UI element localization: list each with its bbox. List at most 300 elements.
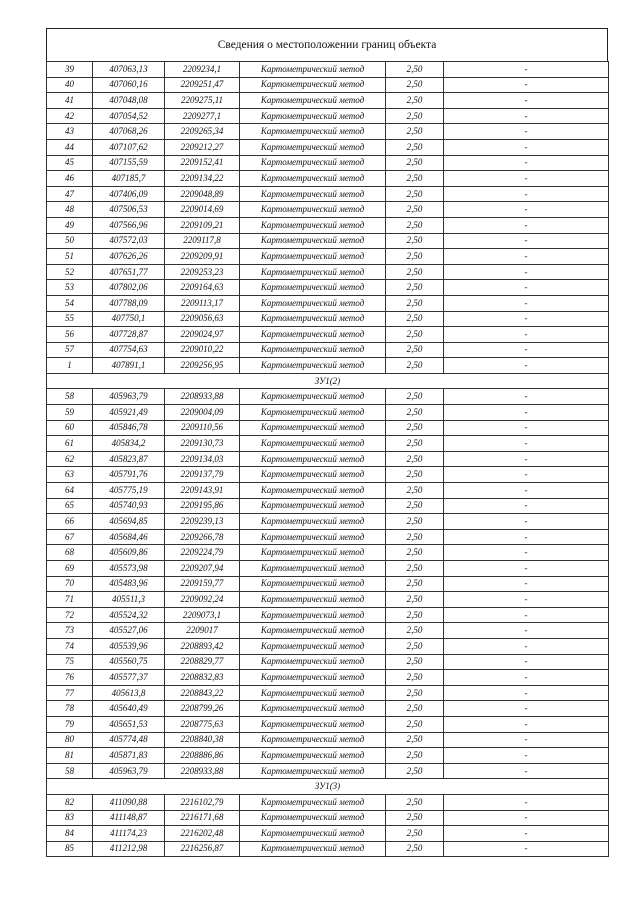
table-row <box>47 701 609 717</box>
accuracy-cell: 2,50 <box>386 233 444 249</box>
accuracy-cell: 2,50 <box>386 93 444 109</box>
method-cell: Картометрический метод <box>240 233 386 249</box>
table-row <box>47 545 609 561</box>
x-coordinate-cell: 405775,19 <box>93 483 165 499</box>
y-coordinate-cell: 2209275,11 <box>165 93 240 109</box>
accuracy-cell: 2,50 <box>386 514 444 530</box>
x-coordinate-cell: 407788,09 <box>93 295 165 311</box>
y-coordinate-cell: 2209143,91 <box>165 483 240 499</box>
table-row <box>47 139 609 155</box>
y-coordinate-cell: 2208933,88 <box>165 389 240 405</box>
accuracy-cell: 2,50 <box>386 342 444 358</box>
accuracy-cell: 2,50 <box>386 249 444 265</box>
description-cell: - <box>444 420 609 436</box>
description-cell: - <box>444 436 609 452</box>
description-cell: - <box>444 342 609 358</box>
method-cell: Картометрический метод <box>240 498 386 514</box>
y-coordinate-cell: 2209110,56 <box>165 420 240 436</box>
x-coordinate-cell: 405684,46 <box>93 529 165 545</box>
point-number-cell: 51 <box>47 249 93 265</box>
method-cell: Картометрический метод <box>240 311 386 327</box>
point-number-cell: 53 <box>47 280 93 296</box>
accuracy-cell: 2,50 <box>386 264 444 280</box>
accuracy-cell: 2,50 <box>386 295 444 311</box>
method-cell: Картометрический метод <box>240 155 386 171</box>
description-cell: - <box>444 763 609 779</box>
accuracy-cell: 2,50 <box>386 561 444 577</box>
accuracy-cell: 2,50 <box>386 576 444 592</box>
description-cell: - <box>444 311 609 327</box>
y-coordinate-cell: 2208840,38 <box>165 732 240 748</box>
accuracy-cell: 2,50 <box>386 732 444 748</box>
point-number-cell: 49 <box>47 217 93 233</box>
section-row <box>47 779 609 795</box>
y-coordinate-cell: 2209014,69 <box>165 202 240 218</box>
accuracy-cell: 2,50 <box>386 826 444 842</box>
method-cell: Картометрический метод <box>240 654 386 670</box>
description-cell: - <box>444 810 609 826</box>
accuracy-cell: 2,50 <box>386 217 444 233</box>
x-coordinate-cell: 407506,53 <box>93 202 165 218</box>
x-coordinate-cell: 411174,23 <box>93 826 165 842</box>
method-cell: Картометрический метод <box>240 623 386 639</box>
description-cell: - <box>444 280 609 296</box>
accuracy-cell: 2,50 <box>386 467 444 483</box>
y-coordinate-cell: 2209010,22 <box>165 342 240 358</box>
method-cell: Картометрический метод <box>240 483 386 499</box>
method-cell: Картометрический метод <box>240 327 386 343</box>
method-cell: Картометрический метод <box>240 389 386 405</box>
method-cell: Картометрический метод <box>240 794 386 810</box>
method-cell: Картометрический метод <box>240 545 386 561</box>
point-number-cell: 59 <box>47 405 93 421</box>
point-number-cell: 57 <box>47 342 93 358</box>
table-row <box>47 607 609 623</box>
x-coordinate-cell: 411212,98 <box>93 841 165 857</box>
x-coordinate-cell: 407626,26 <box>93 249 165 265</box>
y-coordinate-cell: 2209224,79 <box>165 545 240 561</box>
y-coordinate-cell: 2209256,95 <box>165 358 240 374</box>
point-number-cell: 78 <box>47 701 93 717</box>
y-coordinate-cell: 2209113,17 <box>165 295 240 311</box>
y-coordinate-cell: 2209207,94 <box>165 561 240 577</box>
y-coordinate-cell: 2209212,27 <box>165 139 240 155</box>
y-coordinate-cell: 2209109,21 <box>165 217 240 233</box>
method-cell: Картометрический метод <box>240 342 386 358</box>
x-coordinate-cell: 405740,93 <box>93 498 165 514</box>
accuracy-cell: 2,50 <box>386 498 444 514</box>
point-number-cell: 64 <box>47 483 93 499</box>
method-cell: Картометрический метод <box>240 561 386 577</box>
x-coordinate-cell: 405577,37 <box>93 670 165 686</box>
y-coordinate-cell: 2208893,42 <box>165 638 240 654</box>
point-number-cell: 54 <box>47 295 93 311</box>
accuracy-cell: 2,50 <box>386 701 444 717</box>
table-row <box>47 77 609 93</box>
point-number-cell: 56 <box>47 327 93 343</box>
table-row <box>47 171 609 187</box>
point-number-cell: 71 <box>47 592 93 608</box>
x-coordinate-cell: 405651,53 <box>93 716 165 732</box>
description-cell: - <box>444 171 609 187</box>
point-number-cell: 63 <box>47 467 93 483</box>
x-coordinate-cell: 405483,96 <box>93 576 165 592</box>
table-row <box>47 670 609 686</box>
table-row <box>47 62 609 78</box>
point-number-cell: 41 <box>47 93 93 109</box>
y-coordinate-cell: 2209195,86 <box>165 498 240 514</box>
y-coordinate-cell: 2209266,78 <box>165 529 240 545</box>
table-row <box>47 233 609 249</box>
x-coordinate-cell: 405640,49 <box>93 701 165 717</box>
method-cell: Картометрический метод <box>240 826 386 842</box>
table-row <box>47 280 609 296</box>
x-coordinate-cell: 405694,85 <box>93 514 165 530</box>
accuracy-cell: 2,50 <box>386 420 444 436</box>
accuracy-cell: 2,50 <box>386 841 444 857</box>
y-coordinate-cell: 2208843,22 <box>165 685 240 701</box>
x-coordinate-cell: 411148,87 <box>93 810 165 826</box>
accuracy-cell: 2,50 <box>386 389 444 405</box>
x-coordinate-cell: 407754,63 <box>93 342 165 358</box>
description-cell: - <box>444 389 609 405</box>
accuracy-cell: 2,50 <box>386 685 444 701</box>
description-cell: - <box>444 794 609 810</box>
description-cell: - <box>444 405 609 421</box>
method-cell: Картометрический метод <box>240 186 386 202</box>
y-coordinate-cell: 2216102,79 <box>165 794 240 810</box>
description-cell: - <box>444 545 609 561</box>
x-coordinate-cell: 411090,88 <box>93 794 165 810</box>
method-cell: Картометрический метод <box>240 670 386 686</box>
description-cell: - <box>444 841 609 857</box>
table-row <box>47 826 609 842</box>
description-cell: - <box>444 732 609 748</box>
accuracy-cell: 2,50 <box>386 436 444 452</box>
table-row <box>47 436 609 452</box>
x-coordinate-cell: 405527,06 <box>93 623 165 639</box>
y-coordinate-cell: 2208799,26 <box>165 701 240 717</box>
point-number-cell: 70 <box>47 576 93 592</box>
accuracy-cell: 2,50 <box>386 311 444 327</box>
point-number-cell: 69 <box>47 561 93 577</box>
point-number-cell: 84 <box>47 826 93 842</box>
table-row <box>47 405 609 421</box>
description-cell: - <box>444 77 609 93</box>
point-number-cell: 55 <box>47 311 93 327</box>
description-cell: - <box>444 638 609 654</box>
description-cell: - <box>444 202 609 218</box>
method-cell: Картометрический метод <box>240 171 386 187</box>
table-row <box>47 186 609 202</box>
point-number-cell: 77 <box>47 685 93 701</box>
table-body <box>47 62 609 857</box>
accuracy-cell: 2,50 <box>386 280 444 296</box>
point-number-cell: 65 <box>47 498 93 514</box>
x-coordinate-cell: 407068,26 <box>93 124 165 140</box>
point-number-cell: 62 <box>47 451 93 467</box>
x-coordinate-cell: 405613,8 <box>93 685 165 701</box>
table-row <box>47 561 609 577</box>
method-cell: Картометрический метод <box>240 716 386 732</box>
accuracy-cell: 2,50 <box>386 794 444 810</box>
method-cell: Картометрический метод <box>240 841 386 857</box>
point-number-cell: 47 <box>47 186 93 202</box>
x-coordinate-cell: 407185,7 <box>93 171 165 187</box>
y-coordinate-cell: 2209239,13 <box>165 514 240 530</box>
table-row <box>47 514 609 530</box>
description-cell: - <box>444 654 609 670</box>
table-row <box>47 685 609 701</box>
y-coordinate-cell: 2209134,22 <box>165 171 240 187</box>
method-cell: Картометрический метод <box>240 576 386 592</box>
y-coordinate-cell: 2209130,73 <box>165 436 240 452</box>
point-number-cell: 40 <box>47 77 93 93</box>
y-coordinate-cell: 2209134,03 <box>165 451 240 467</box>
y-coordinate-cell: 2209253,23 <box>165 264 240 280</box>
description-cell: - <box>444 467 609 483</box>
y-coordinate-cell: 2209159,77 <box>165 576 240 592</box>
point-number-cell: 44 <box>47 139 93 155</box>
method-cell: Картометрический метод <box>240 249 386 265</box>
y-coordinate-cell: 2209048,89 <box>165 186 240 202</box>
accuracy-cell: 2,50 <box>386 451 444 467</box>
method-cell: Картометрический метод <box>240 139 386 155</box>
table-row <box>47 249 609 265</box>
point-number-cell: 43 <box>47 124 93 140</box>
point-number-cell: 74 <box>47 638 93 654</box>
method-cell: Картометрический метод <box>240 529 386 545</box>
description-cell: - <box>444 576 609 592</box>
description-cell: - <box>444 529 609 545</box>
y-coordinate-cell: 2208933,88 <box>165 763 240 779</box>
point-number-cell: 66 <box>47 514 93 530</box>
method-cell: Картометрический метод <box>240 638 386 654</box>
table-row <box>47 529 609 545</box>
x-coordinate-cell: 407802,06 <box>93 280 165 296</box>
x-coordinate-cell: 407060,16 <box>93 77 165 93</box>
accuracy-cell: 2,50 <box>386 623 444 639</box>
point-number-cell: 58 <box>47 763 93 779</box>
section-label: ЗУ1(2) <box>47 373 609 389</box>
x-coordinate-cell: 405560,75 <box>93 654 165 670</box>
accuracy-cell: 2,50 <box>386 592 444 608</box>
y-coordinate-cell: 2209004,09 <box>165 405 240 421</box>
description-cell: - <box>444 716 609 732</box>
table-row <box>47 716 609 732</box>
description-cell: - <box>444 124 609 140</box>
table-row <box>47 327 609 343</box>
table-row <box>47 623 609 639</box>
y-coordinate-cell: 2216256,87 <box>165 841 240 857</box>
x-coordinate-cell: 405791,76 <box>93 467 165 483</box>
y-coordinate-cell: 2209152,41 <box>165 155 240 171</box>
y-coordinate-cell: 2208829,77 <box>165 654 240 670</box>
y-coordinate-cell: 2209024,97 <box>165 327 240 343</box>
point-number-cell: 52 <box>47 264 93 280</box>
description-cell: - <box>444 264 609 280</box>
point-number-cell: 82 <box>47 794 93 810</box>
x-coordinate-cell: 407155,59 <box>93 155 165 171</box>
table-row <box>47 93 609 109</box>
y-coordinate-cell: 2209164,63 <box>165 280 240 296</box>
description-cell: - <box>444 483 609 499</box>
x-coordinate-cell: 407651,77 <box>93 264 165 280</box>
accuracy-cell: 2,50 <box>386 483 444 499</box>
x-coordinate-cell: 407566,96 <box>93 217 165 233</box>
table-row <box>47 202 609 218</box>
y-coordinate-cell: 2216171,68 <box>165 810 240 826</box>
description-cell: - <box>444 358 609 374</box>
accuracy-cell: 2,50 <box>386 654 444 670</box>
method-cell: Картометрический метод <box>240 436 386 452</box>
method-cell: Картометрический метод <box>240 295 386 311</box>
accuracy-cell: 2,50 <box>386 108 444 124</box>
description-cell: - <box>444 623 609 639</box>
description-cell: - <box>444 233 609 249</box>
method-cell: Картометрический метод <box>240 405 386 421</box>
point-number-cell: 42 <box>47 108 93 124</box>
accuracy-cell: 2,50 <box>386 716 444 732</box>
section-row <box>47 373 609 389</box>
accuracy-cell: 2,50 <box>386 124 444 140</box>
table-row <box>47 358 609 374</box>
description-cell: - <box>444 561 609 577</box>
point-number-cell: 46 <box>47 171 93 187</box>
table-row <box>47 295 609 311</box>
method-cell: Картометрический метод <box>240 607 386 623</box>
x-coordinate-cell: 405609,86 <box>93 545 165 561</box>
description-cell: - <box>444 701 609 717</box>
point-number-cell: 76 <box>47 670 93 686</box>
point-number-cell: 45 <box>47 155 93 171</box>
method-cell: Картометрический метод <box>240 420 386 436</box>
table-row <box>47 451 609 467</box>
accuracy-cell: 2,50 <box>386 545 444 561</box>
method-cell: Картометрический метод <box>240 810 386 826</box>
accuracy-cell: 2,50 <box>386 77 444 93</box>
method-cell: Картометрический метод <box>240 93 386 109</box>
method-cell: Картометрический метод <box>240 77 386 93</box>
x-coordinate-cell: 407891,1 <box>93 358 165 374</box>
x-coordinate-cell: 407572,03 <box>93 233 165 249</box>
accuracy-cell: 2,50 <box>386 748 444 764</box>
table-row <box>47 389 609 405</box>
method-cell: Картометрический метод <box>240 451 386 467</box>
method-cell: Картометрический метод <box>240 108 386 124</box>
method-cell: Картометрический метод <box>240 358 386 374</box>
method-cell: Картометрический метод <box>240 748 386 764</box>
description-cell: - <box>444 592 609 608</box>
accuracy-cell: 2,50 <box>386 529 444 545</box>
point-number-cell: 60 <box>47 420 93 436</box>
table-row <box>47 342 609 358</box>
accuracy-cell: 2,50 <box>386 155 444 171</box>
table-row <box>47 592 609 608</box>
method-cell: Картометрический метод <box>240 62 386 78</box>
description-cell: - <box>444 249 609 265</box>
x-coordinate-cell: 407107,62 <box>93 139 165 155</box>
y-coordinate-cell: 2209092,24 <box>165 592 240 608</box>
point-number-cell: 50 <box>47 233 93 249</box>
y-coordinate-cell: 2209117,8 <box>165 233 240 249</box>
table-row <box>47 794 609 810</box>
table-row <box>47 732 609 748</box>
point-number-cell: 75 <box>47 654 93 670</box>
accuracy-cell: 2,50 <box>386 638 444 654</box>
boundary-table <box>46 61 609 857</box>
point-number-cell: 61 <box>47 436 93 452</box>
x-coordinate-cell: 405834,2 <box>93 436 165 452</box>
y-coordinate-cell: 2208775,63 <box>165 716 240 732</box>
point-number-cell: 73 <box>47 623 93 639</box>
point-number-cell: 80 <box>47 732 93 748</box>
description-cell: - <box>444 670 609 686</box>
point-number-cell: 1 <box>47 358 93 374</box>
x-coordinate-cell: 405774,48 <box>93 732 165 748</box>
method-cell: Картометрический метод <box>240 592 386 608</box>
point-number-cell: 67 <box>47 529 93 545</box>
y-coordinate-cell: 2209137,79 <box>165 467 240 483</box>
description-cell: - <box>444 748 609 764</box>
table-row <box>47 576 609 592</box>
x-coordinate-cell: 405511,3 <box>93 592 165 608</box>
description-cell: - <box>444 186 609 202</box>
point-number-cell: 72 <box>47 607 93 623</box>
y-coordinate-cell: 2209251,47 <box>165 77 240 93</box>
method-cell: Картометрический метод <box>240 514 386 530</box>
table-row <box>47 841 609 857</box>
table-row <box>47 311 609 327</box>
method-cell: Картометрический метод <box>240 732 386 748</box>
method-cell: Картометрический метод <box>240 217 386 233</box>
x-coordinate-cell: 405524,32 <box>93 607 165 623</box>
description-cell: - <box>444 685 609 701</box>
description-cell: - <box>444 155 609 171</box>
method-cell: Картометрический метод <box>240 264 386 280</box>
x-coordinate-cell: 405963,79 <box>93 763 165 779</box>
table-row <box>47 483 609 499</box>
x-coordinate-cell: 405573,98 <box>93 561 165 577</box>
accuracy-cell: 2,50 <box>386 405 444 421</box>
method-cell: Картометрический метод <box>240 202 386 218</box>
x-coordinate-cell: 407406,09 <box>93 186 165 202</box>
accuracy-cell: 2,50 <box>386 358 444 374</box>
x-coordinate-cell: 405921,49 <box>93 405 165 421</box>
accuracy-cell: 2,50 <box>386 62 444 78</box>
x-coordinate-cell: 407728,87 <box>93 327 165 343</box>
table-row <box>47 638 609 654</box>
table-row <box>47 420 609 436</box>
point-number-cell: 48 <box>47 202 93 218</box>
description-cell: - <box>444 514 609 530</box>
accuracy-cell: 2,50 <box>386 327 444 343</box>
table-row <box>47 654 609 670</box>
x-coordinate-cell: 407048,08 <box>93 93 165 109</box>
description-cell: - <box>444 62 609 78</box>
description-cell: - <box>444 108 609 124</box>
method-cell: Картометрический метод <box>240 124 386 140</box>
section-label: ЗУ1(3) <box>47 779 609 795</box>
y-coordinate-cell: 2209234,1 <box>165 62 240 78</box>
accuracy-cell: 2,50 <box>386 763 444 779</box>
y-coordinate-cell: 2209209,91 <box>165 249 240 265</box>
x-coordinate-cell: 405846,78 <box>93 420 165 436</box>
x-coordinate-cell: 407054,52 <box>93 108 165 124</box>
y-coordinate-cell: 2209265,34 <box>165 124 240 140</box>
description-cell: - <box>444 607 609 623</box>
accuracy-cell: 2,50 <box>386 607 444 623</box>
